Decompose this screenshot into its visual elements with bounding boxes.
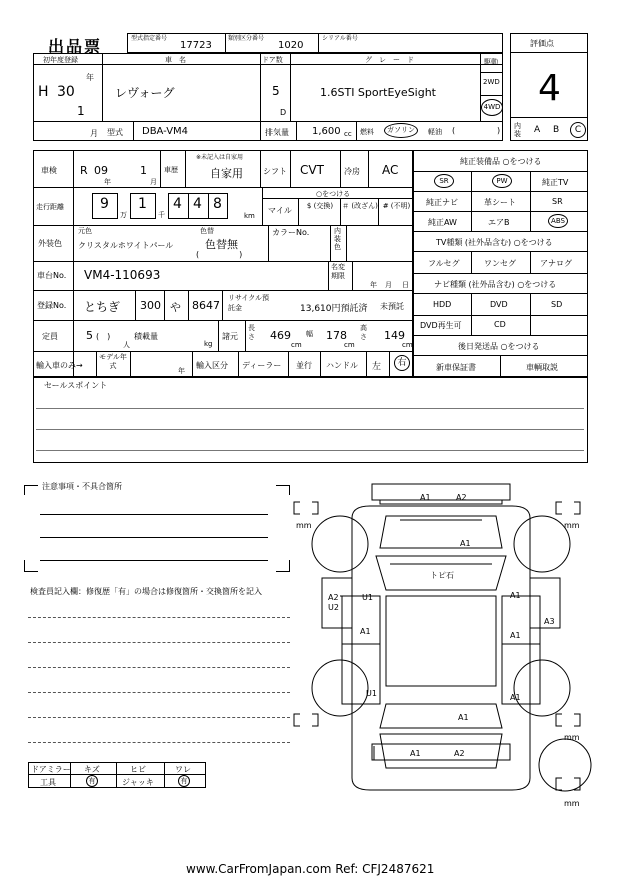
color-no-label: カラーNo. — [272, 228, 310, 237]
unit-year: 年 — [104, 178, 111, 186]
equip-airbag: エアB — [488, 218, 510, 227]
chassis-label: 車台No. — [37, 271, 67, 280]
drive-4wd-circled: 4WD — [481, 99, 503, 116]
interior-a: A — [534, 125, 541, 135]
use-value: 自家用 — [210, 167, 243, 180]
dmg-right-a1b: A1 — [510, 631, 521, 640]
plate-label: 登録No. — [37, 301, 67, 310]
dmg-left-u1: U1 — [362, 593, 373, 602]
plate-kana: や — [170, 301, 181, 314]
mileage-digit-4: 4 — [193, 196, 202, 212]
doors-label: ドア数 — [262, 56, 283, 64]
mm-label-fr: mm — [564, 521, 580, 530]
legend-break: ワレ — [175, 765, 191, 774]
spec-label: 諸元 — [222, 332, 238, 341]
mileage-digit-1: 9 — [100, 196, 109, 212]
import-class-label: 輸入区分 — [196, 361, 228, 370]
dmg-windshield-chip: トピ石 — [430, 571, 454, 580]
displacement-value: 1,600 — [312, 126, 341, 137]
dmg-left-a2: A2 — [328, 593, 339, 602]
sheet-title: 出品票 — [48, 37, 103, 56]
fuel-gasoline-circled: ガソリン — [384, 123, 418, 138]
interior-c-circled: C — [570, 122, 586, 138]
later-shipping-title: 後日発送品 ○をつける — [458, 342, 540, 351]
tools-present-circled: 有 — [86, 775, 98, 787]
equip-sr2: SR — [552, 197, 563, 206]
equip-tv: 純正TV — [542, 178, 569, 187]
odo-unknown: # (不明) — [382, 202, 411, 210]
inspection-label: 車検 — [41, 166, 57, 175]
interior-b: B — [553, 125, 560, 135]
first-reg-era: H — [38, 84, 49, 100]
model-value: DBA-VM4 — [142, 126, 189, 137]
navi-dvd: DVD — [490, 300, 508, 309]
shift-label: シフト — [263, 167, 287, 176]
later-warranty: 新車保証書 — [436, 363, 476, 372]
handle-label: ハンドル — [326, 361, 358, 370]
recycle-label: リサイクル預託金 — [228, 294, 270, 312]
navi-cd: CD — [494, 320, 506, 329]
month-unit: 月 — [90, 129, 98, 138]
capacity-paren: ( ) — [96, 332, 111, 341]
legend-jack: ジャッキ — [122, 778, 154, 787]
equip-pw-circled: PW — [492, 174, 512, 188]
deadline-month: 月 — [385, 281, 392, 289]
dmg-left-a1: A1 — [360, 627, 371, 636]
dmg-right-a1: A1 — [510, 591, 521, 600]
diesel-label: 軽油 — [428, 128, 442, 136]
navi-dvd-player: DVD再生可 — [420, 321, 462, 330]
import-parallel: 並行 — [296, 361, 312, 370]
height-unit: cm — [402, 341, 413, 349]
dmg-rear-a1: A1 — [458, 713, 469, 722]
dmg-left-u2: U2 — [328, 603, 339, 612]
drive-2wd: 2WD — [483, 78, 500, 86]
car-name-value: レヴォーグ — [115, 86, 175, 100]
dmg-bonnet-a1: A1 — [460, 539, 471, 548]
legend-scratch: キズ — [84, 765, 100, 774]
dmg-rear-bumper-a2: A2 — [454, 749, 465, 758]
recycle-value: 13,610円預託済 — [300, 304, 368, 314]
tv-type-title: TV種類 (社外品含む) ○をつける — [436, 238, 553, 247]
year-unit: 年 — [86, 73, 94, 82]
dmg-rear-bumper-a1: A1 — [410, 749, 421, 758]
unit-km: km — [244, 212, 255, 220]
navi-hdd: HDD — [433, 300, 452, 309]
unit-man: 万 — [120, 211, 127, 219]
inspection-era: R — [80, 164, 88, 177]
displacement-label: 排気量 — [265, 128, 289, 137]
type-no-label: 型式指定番号 — [131, 35, 168, 42]
width-value: 178 — [326, 329, 347, 342]
tv-analog: アナログ — [540, 259, 572, 268]
equipment-title: 純正装備品 ○をつける — [460, 157, 542, 166]
equip-sr-circled: SR — [434, 174, 454, 188]
odo-exchange: $ (交換) — [306, 202, 334, 210]
deadline-day: 日 — [402, 281, 409, 289]
handle-left: 左 — [372, 362, 382, 372]
name-change-deadline-label: 名変期限 — [331, 263, 345, 280]
navi-sd: SD — [551, 300, 563, 309]
fuel-label: 燃料 — [360, 128, 374, 136]
color-change-value: 色替無 — [205, 238, 238, 251]
use-note: ※未記入は自家用 — [196, 154, 244, 161]
use-label: 車歴 — [164, 166, 178, 174]
type-no-value: 17723 — [180, 40, 212, 51]
dmg-front-a2: A2 — [456, 493, 467, 502]
cc-unit: cc — [344, 130, 352, 138]
height-value: 149 — [384, 329, 405, 342]
load-unit: kg — [204, 340, 213, 348]
later-manual: 車輌取説 — [526, 363, 558, 372]
plate-region: とちぎ — [84, 300, 121, 314]
legend-tools: 工具 — [40, 778, 56, 787]
watermark-ref: www.CarFromJapan.com Ref: CFJ2487621 — [186, 862, 435, 876]
car-name-label: 車 名 — [165, 56, 186, 64]
mm-label-spare: mm — [564, 799, 580, 808]
ac-label: 冷房 — [344, 167, 360, 176]
width-unit: cm — [344, 341, 355, 349]
mileage-digit-3: 4 — [173, 196, 182, 212]
first-reg-month: 1 — [77, 104, 85, 118]
plate-class: 300 — [140, 299, 161, 312]
color-change-label: 色替 — [200, 227, 214, 235]
class-no-value: 1020 — [278, 40, 304, 51]
model-year-unit: 年 — [178, 367, 185, 375]
mileage-label: 走行距離 — [36, 203, 64, 211]
car-damage-diagram — [290, 478, 600, 813]
tv-fullseg: フルセグ — [428, 259, 460, 268]
length-value: 469 — [270, 329, 291, 342]
capacity-unit: 人 — [123, 341, 130, 349]
plate-number: 8647 — [192, 299, 220, 312]
dmg-right-a3: A3 — [544, 617, 555, 626]
sales-point-label: セールスポイント — [44, 381, 108, 390]
load-label: 積載量 — [134, 332, 158, 341]
interior-color-label: 内装色 — [334, 227, 341, 251]
import-dealer: ディーラー — [242, 361, 282, 370]
doors-value: 5 — [272, 84, 280, 98]
shift-value: CVT — [300, 163, 324, 177]
mileage-digit-2: 1 — [138, 196, 147, 212]
deadline-year: 年 — [370, 281, 377, 289]
grade-label: グ レ ー ド — [365, 56, 414, 64]
import-only-label: 輸入車のみ→ — [36, 361, 83, 370]
width-label: 幅 — [306, 330, 313, 338]
unit-month: 月 — [150, 178, 157, 186]
jack-present-circled: 有 — [178, 775, 190, 787]
dmg-rear-u1: U1 — [366, 689, 377, 698]
score-label: 評価点 — [530, 39, 554, 48]
tv-oneseg: ワンセグ — [484, 259, 516, 268]
mileage-digit-5: 8 — [213, 196, 222, 212]
equip-navi: 純正ナビ — [426, 198, 458, 207]
odometer-circle-note: ○をつける — [316, 190, 351, 198]
drive-label: 駆動 — [484, 58, 498, 66]
chassis-value: VM4-110693 — [84, 268, 161, 282]
first-reg-label: 初年度登録 — [43, 56, 78, 64]
class-no-label: 類別区分番号 — [228, 35, 265, 42]
equip-abs-circled: ABS — [548, 214, 568, 228]
odo-mile: マイル — [268, 206, 292, 215]
grade-value: 1.6STI SportEyeSight — [320, 86, 436, 99]
color-label: 外装色 — [38, 239, 62, 248]
unit-sen: 千 — [158, 211, 165, 219]
legend-door-mirror: ドアミラー — [31, 765, 71, 774]
inspector-note-label: 検査員記入欄：修復歴「有」の場合は修復箇所・交換箇所を記入 — [30, 587, 262, 596]
recycle-unpaid: 未預託 — [380, 302, 404, 311]
score-value: 4 — [538, 68, 561, 109]
dmg-right-a1c: A1 — [510, 693, 521, 702]
inspection-year: 09 — [94, 164, 108, 177]
model-label: 型式 — [107, 128, 123, 137]
first-reg-year: 30 — [57, 84, 75, 100]
dmg-front-a1: A1 — [420, 493, 431, 502]
navi-type-title: ナビ種類 (社外品含む) ○をつける — [434, 280, 557, 289]
legend-crack: ヒビ — [130, 765, 146, 774]
serial-label: シリアル番号 — [322, 35, 358, 42]
notes-label: 注意事項・不具合箇所 — [42, 482, 122, 491]
color-paren: ( ) — [196, 250, 243, 259]
equip-leather: 革シート — [484, 198, 516, 207]
mm-label-rr: mm — [564, 733, 580, 742]
inspection-month: 1 — [140, 164, 147, 177]
capacity-label: 定員 — [42, 332, 58, 341]
mm-label-fl: mm — [296, 521, 312, 530]
equip-aw: 純正AW — [428, 218, 457, 227]
interior-score-label: 内装 — [514, 122, 521, 138]
height-label: 高さ — [360, 324, 367, 341]
ac-value: AC — [382, 163, 399, 177]
orig-color-label: 元色 — [78, 227, 92, 235]
capacity-value: 5 — [86, 329, 93, 342]
orig-color-value: クリスタルホワイトパール — [78, 241, 174, 250]
length-unit: cm — [291, 341, 302, 349]
model-year-label: モデル年式 — [99, 353, 127, 370]
handle-right-circled: 右 — [394, 355, 410, 371]
vehicle-info-table — [33, 150, 413, 377]
door-code: D — [280, 108, 287, 117]
length-label: 長さ — [248, 324, 255, 341]
odo-tamper: ＃ (改ざん) — [342, 202, 378, 210]
